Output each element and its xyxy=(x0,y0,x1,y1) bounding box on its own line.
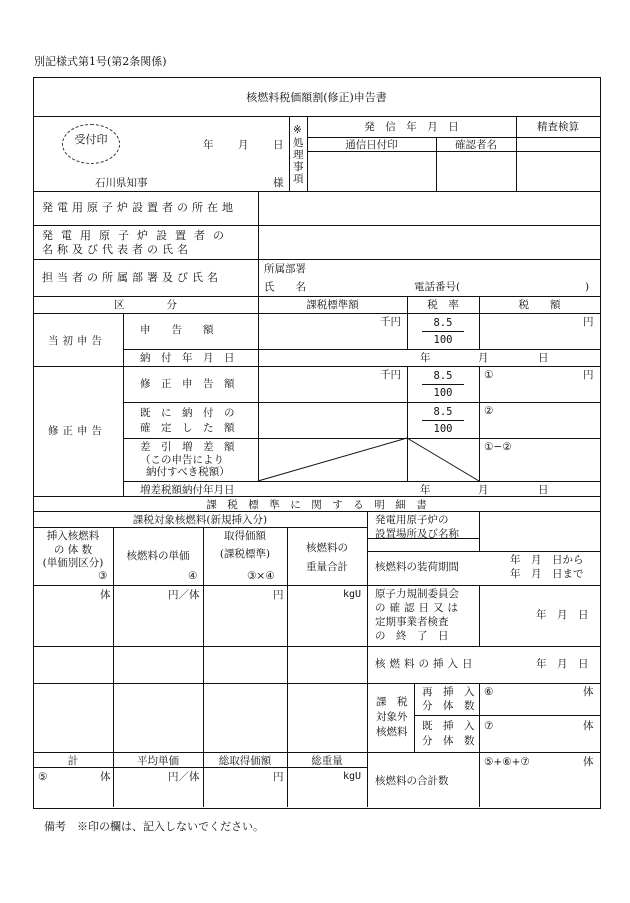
col1-label-c: (単価別区分) xyxy=(42,557,104,569)
period-to: 年 月 日まで xyxy=(510,568,584,580)
nontax-label-3: 核燃料 xyxy=(376,726,408,738)
paid-label-2: 確 定 し た 額 xyxy=(140,422,235,434)
nra-date: 年 月 日 xyxy=(536,609,589,621)
unit-count: 体 xyxy=(583,720,594,732)
rate-fraction-bar xyxy=(422,420,464,421)
col-tax: 税 額 xyxy=(518,299,561,311)
department-label: 所属部署 xyxy=(264,263,306,275)
rate-denominator: 100 xyxy=(433,423,453,435)
reinsert-label-2: 分 体 数 xyxy=(422,700,475,712)
col3-number: ③×④ xyxy=(247,570,275,582)
rate-fraction-bar xyxy=(422,331,464,332)
month: 月 xyxy=(478,484,489,496)
nontax-label-2: 対象外 xyxy=(376,711,408,723)
detail-title: 課 税 標 準 に 関 す る 明 細 書 xyxy=(206,499,427,511)
already-label-1: 既 挿 入 xyxy=(422,720,475,732)
addressee: 石川県知事 xyxy=(95,177,148,189)
day: 日 xyxy=(538,484,549,496)
diff-label-2: （この申告により xyxy=(140,454,224,466)
insert-date-label: 核燃料の挿入日 xyxy=(375,658,477,670)
date-year: 年 xyxy=(203,139,214,151)
confirmer-label: 確認者名 xyxy=(455,139,497,151)
nra-label-2: の確認日又は xyxy=(375,602,462,614)
mark-5: ⑤ xyxy=(38,771,48,783)
location-label-2: 設置場所及び名称 xyxy=(375,528,459,540)
mark-diff: ①−② xyxy=(484,441,512,453)
comm-stamp-label: 通信日付印 xyxy=(345,139,398,151)
unit-yen: 円 xyxy=(273,771,284,783)
col-category: 区 分 xyxy=(114,299,177,311)
avg-price-label: 平均単価 xyxy=(137,755,179,767)
unit-kgu: kgU xyxy=(343,771,362,782)
date-day: 日 xyxy=(273,139,284,151)
unit-count: 体 xyxy=(100,771,111,783)
sum-formula: ⑤+⑥+⑦ xyxy=(484,756,530,768)
loading-period-label: 核燃料の装荷期間 xyxy=(375,561,459,573)
declared-label: 申 告 額 xyxy=(140,324,214,336)
diagonal-line xyxy=(258,438,407,481)
mark-6: ⑥ xyxy=(484,686,494,698)
mark-asterisk: ※ xyxy=(293,124,302,136)
period-from: 年 月 日から xyxy=(510,554,584,566)
col4-label-a: 核燃料の xyxy=(306,542,348,554)
col1-number: ③ xyxy=(98,570,108,582)
location-label-1: 発電用原子炉の xyxy=(375,514,449,526)
rate-numerator: 8.5 xyxy=(433,406,453,418)
total-label: 計 xyxy=(67,755,79,767)
footer-note: 備考 ※印の欄は、記入しないでください。 xyxy=(44,820,264,833)
mark-2: ② xyxy=(484,405,494,417)
nontax-label-1: 課 税 xyxy=(376,696,408,708)
extra-date-label: 増差税額納付年月日 xyxy=(140,484,235,496)
reinsert-label-1: 再 挿 入 xyxy=(422,686,475,698)
mark-1: ① xyxy=(484,369,494,381)
phone-label: 電話番号( xyxy=(414,281,461,293)
total-value-label: 総取得価額 xyxy=(218,755,272,767)
unit-count: 体 xyxy=(100,589,111,601)
year: 年 xyxy=(420,352,431,364)
col3-label-b: (課税標準) xyxy=(219,548,271,560)
addressee-sama: 様 xyxy=(273,177,284,189)
office-use-1: 処 xyxy=(293,137,304,149)
diagonal-line xyxy=(407,438,479,481)
office-use-2: 理 xyxy=(293,149,304,161)
date-month: 月 xyxy=(238,139,249,151)
contact-label: 担当者の所属部署及び氏名 xyxy=(42,271,222,284)
check-label: 精査検算 xyxy=(537,121,579,133)
phone-close: ) xyxy=(585,281,590,293)
day: 日 xyxy=(538,352,549,364)
unit-price: 円／体 xyxy=(168,771,200,783)
unit-yen: 円 xyxy=(583,316,594,328)
rate-fraction-bar xyxy=(422,384,464,385)
send-date-label: 発 信 年 月 日 xyxy=(364,121,459,133)
form-title: 核燃料税価額割(修正)申告書 xyxy=(246,91,387,104)
initial-label: 当初申告 xyxy=(48,335,106,347)
nra-label-1: 原子力規制委員会 xyxy=(375,588,459,600)
diff-label-1: 差 引 増 差 額 xyxy=(140,441,235,453)
mark-7: ⑦ xyxy=(484,720,494,732)
col3-label-a: 取得価額 xyxy=(224,530,266,542)
fuel-total-label: 核燃料の合計数 xyxy=(375,775,449,787)
month: 月 xyxy=(478,352,489,364)
col2-number: ④ xyxy=(188,570,198,582)
amend-label: 修正申告 xyxy=(48,425,106,437)
unit-count: 体 xyxy=(583,756,594,768)
diff-label-3: 納付すべき税額） xyxy=(146,466,230,478)
nra-label-3: 定期事業者検査 xyxy=(375,616,449,628)
unit-count: 体 xyxy=(583,686,594,698)
unit-thousand: 千円 xyxy=(380,369,401,381)
unit-kgu: kgU xyxy=(343,589,362,600)
unit-yen: 円 xyxy=(583,369,594,381)
name-label-1: 発電用原子炉設置者の xyxy=(42,229,232,242)
year: 年 xyxy=(420,484,431,496)
payment-date-label: 納 付 年 月 日 xyxy=(140,352,235,364)
total-weight-label: 総重量 xyxy=(311,755,343,767)
office-use-3: 事 xyxy=(293,161,304,173)
office-use-4: 項 xyxy=(293,173,304,185)
col1-label-a: 挿入核燃料 xyxy=(46,530,100,542)
col2-label: 核燃料の単価 xyxy=(126,550,190,562)
rate-numerator: 8.5 xyxy=(433,317,453,329)
person-name-label: 氏 名 xyxy=(264,281,306,293)
col-rate: 税 率 xyxy=(427,299,459,311)
col-base: 課税標準額 xyxy=(306,299,359,311)
form-number: 別記様式第1号(第2条関係) xyxy=(34,55,167,68)
unit-price: 円／体 xyxy=(168,589,200,601)
col1-label-b: の 体 数 xyxy=(53,544,93,556)
rate-numerator: 8.5 xyxy=(433,370,453,382)
col4-label-b: 重量合計 xyxy=(306,561,348,573)
name-label-2: 名称及び代表者の氏名 xyxy=(42,243,192,256)
address-label: 発電用原子炉設置者の所在地 xyxy=(42,201,237,214)
already-label-2: 分 体 数 xyxy=(422,735,475,747)
unit-thousand: 千円 xyxy=(380,316,401,328)
subject-header: 課税対象核燃料(新規挿入分) xyxy=(132,514,268,526)
amended-label: 修 正 申 告 額 xyxy=(140,378,235,390)
insert-date: 年 月 日 xyxy=(536,658,589,670)
paid-label-1: 既 に 納 付 の xyxy=(140,407,235,419)
nra-label-4: の 終 了 日 xyxy=(375,630,449,642)
rate-denominator: 100 xyxy=(433,387,453,399)
unit-yen: 円 xyxy=(273,589,284,601)
stamp-label: 受付印 xyxy=(74,133,108,146)
rate-denominator: 100 xyxy=(433,334,453,346)
